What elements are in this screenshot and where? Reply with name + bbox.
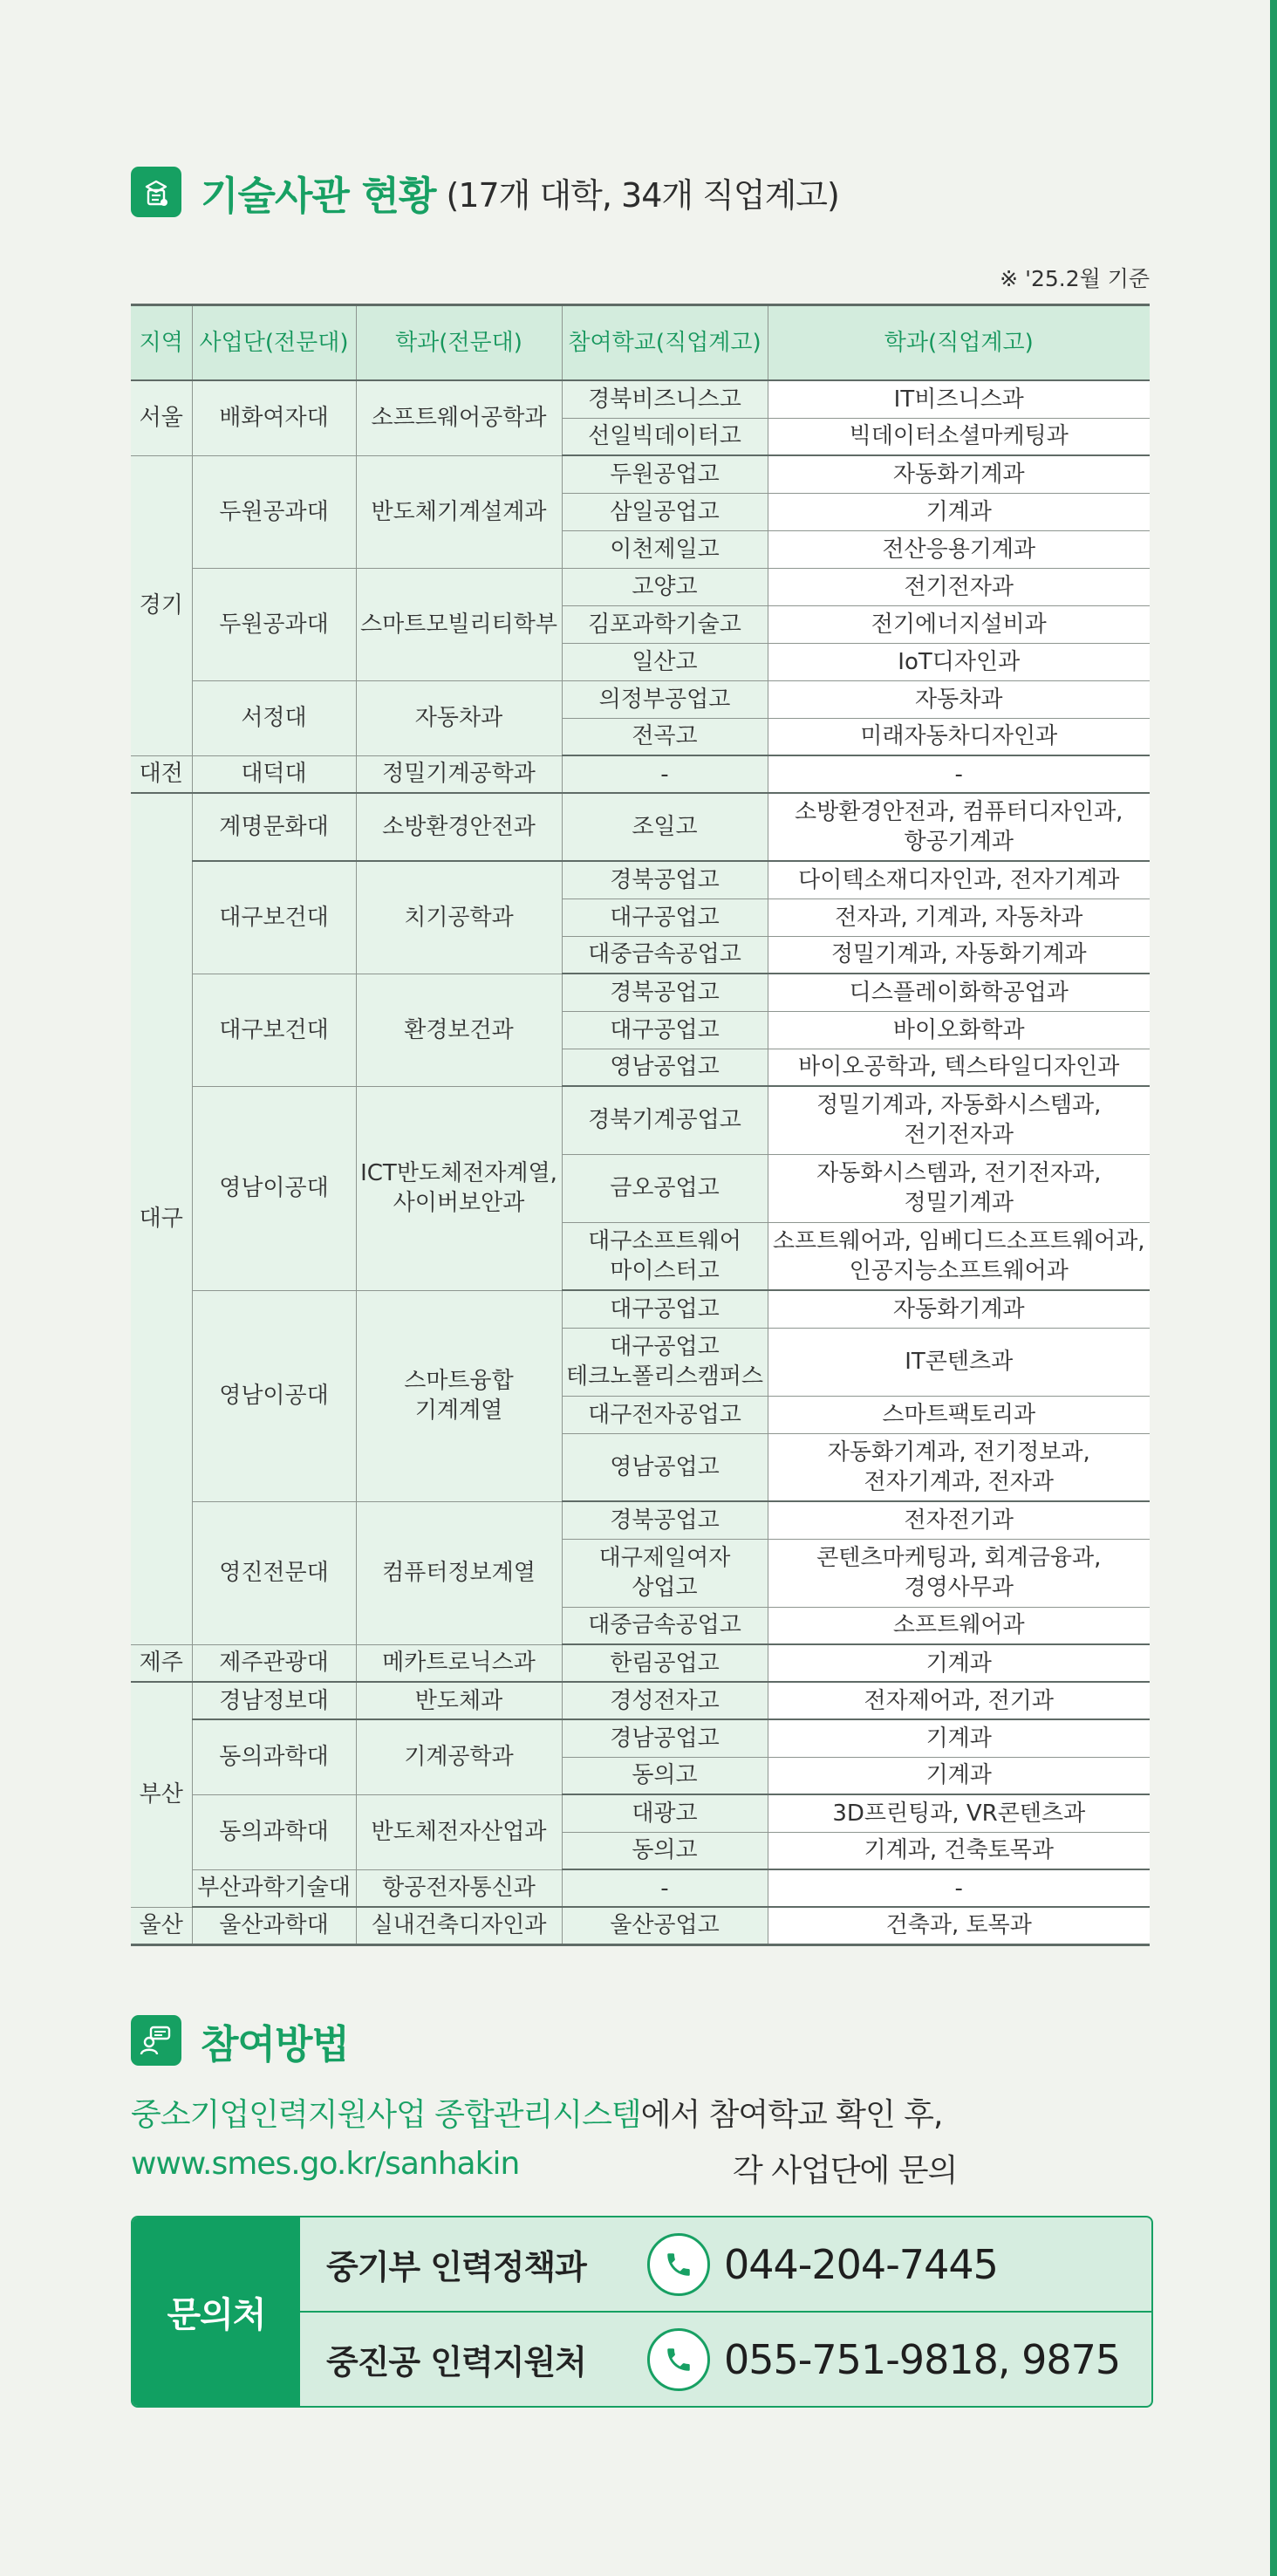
school-cell: 동의고 bbox=[562, 1757, 768, 1794]
table-row bbox=[131, 1719, 1150, 1757]
college-cell: 경남정보대 bbox=[192, 1682, 356, 1719]
dept-cell: 스마트융합 기계계열 bbox=[356, 1290, 562, 1501]
school-dept-cell: 디스플레이화학공업과 bbox=[768, 974, 1150, 1011]
table-row bbox=[131, 1907, 1150, 1944]
phone-icon bbox=[647, 2233, 710, 2296]
dept-cell: 메카트로닉스과 bbox=[356, 1644, 562, 1682]
college-cell: 계명문화대 bbox=[192, 793, 356, 861]
college-cell: 두원공과대 bbox=[192, 455, 356, 568]
as-of-note: ※ '25.2월 기준 bbox=[1000, 266, 1150, 291]
dept-cell: 실내건축디자인과 bbox=[356, 1907, 562, 1944]
region-cell: 부산 bbox=[131, 1682, 192, 1907]
school-dept-cell: 정밀기계과, 자동화기계과 bbox=[768, 936, 1150, 974]
school-dept-cell: 기계과 bbox=[768, 1757, 1150, 1794]
school-dept-cell: IoT디자인과 bbox=[768, 643, 1150, 680]
school-cell: 대중금속공업고 bbox=[562, 1607, 768, 1644]
college-cell: 부산과학기술대 bbox=[192, 1869, 356, 1907]
school-cell: 금오공업고 bbox=[562, 1154, 768, 1222]
school-cell: 울산공업고 bbox=[562, 1907, 768, 1944]
contact-dept-name: 중진공 인력지원처 bbox=[326, 2343, 586, 2381]
school-cell: 경남공업고 bbox=[562, 1719, 768, 1757]
school-dept-cell: 소프트웨어과 bbox=[768, 1607, 1150, 1644]
school-cell: 대구제일여자 상업고 bbox=[562, 1539, 768, 1607]
system-name: 중소기업인력지원사업 종합관리시스템 bbox=[131, 2097, 641, 2133]
header-school: 참여학교(직업계고) bbox=[562, 305, 768, 381]
school-dept-cell: 바이오공학과, 텍스타일디자인과 bbox=[768, 1049, 1150, 1086]
school-cell: 이천제일고 bbox=[562, 530, 768, 568]
region-cell: 대전 bbox=[131, 755, 192, 793]
school-cell: - bbox=[562, 1869, 768, 1907]
school-cell: 한림공업고 bbox=[562, 1644, 768, 1682]
table-row bbox=[131, 755, 1150, 793]
how-text-rest2: 각 사업단에 문의 bbox=[733, 2153, 958, 2189]
table-row bbox=[131, 680, 1150, 718]
chat-person-icon bbox=[131, 2015, 181, 2066]
school-dept-cell: 기계과 bbox=[768, 493, 1150, 530]
school-cell: 대구공업고 bbox=[562, 1290, 768, 1328]
contact-box bbox=[131, 2216, 1153, 2408]
dept-cell: 기계공학과 bbox=[356, 1719, 562, 1794]
school-cell: 김포과학기술고 bbox=[562, 605, 768, 643]
region-cell: 제주 bbox=[131, 1644, 192, 1682]
section-title: 기술사관 현황 bbox=[201, 172, 436, 219]
college-cell: 동의과학대 bbox=[192, 1794, 356, 1869]
school-dept-cell: - bbox=[768, 1869, 1150, 1907]
school-dept-cell: 전자과, 기계과, 자동차과 bbox=[768, 899, 1150, 936]
website-link[interactable]: www.smes.go.kr/sanhakin bbox=[131, 2146, 520, 2182]
school-dept-cell: 전산응용기계과 bbox=[768, 530, 1150, 568]
school-dept-cell: 전자전기과 bbox=[768, 1501, 1150, 1539]
school-dept-cell: 자동화시스템과, 전기전자과, 정밀기계과 bbox=[768, 1154, 1150, 1222]
section-title: 참여방법 bbox=[201, 2020, 349, 2067]
school-dept-cell: 기계과 bbox=[768, 1644, 1150, 1682]
dept-cell: 치기공학과 bbox=[356, 861, 562, 974]
school-dept-cell: 소프트웨어과, 임베디드소프트웨어과, 인공지능소프트웨어과 bbox=[768, 1222, 1150, 1290]
school-dept-cell: 콘텐츠마케팅과, 회계금융과, 경영사무과 bbox=[768, 1539, 1150, 1607]
dept-cell: ICT반도체전자계열, 사이버보안과 bbox=[356, 1086, 562, 1290]
dept-cell: 반도체기계설계과 bbox=[356, 455, 562, 568]
school-cell: 두원공업고 bbox=[562, 455, 768, 493]
dept-cell: 반도체전자산업과 bbox=[356, 1794, 562, 1869]
certificate-icon bbox=[131, 167, 181, 217]
table-row bbox=[131, 455, 1150, 493]
header-dept: 학과(전문대) bbox=[356, 305, 562, 381]
school-cell: 대구공업고 테크노폴리스캠퍼스 bbox=[562, 1328, 768, 1396]
contact-row bbox=[300, 2217, 1151, 2311]
page-edge-bar bbox=[1270, 0, 1277, 2576]
school-dept-cell: 자동화기계과 bbox=[768, 1290, 1150, 1328]
school-dept-cell: 3D프린팅과, VR콘텐츠과 bbox=[768, 1794, 1150, 1832]
college-cell: 대구보건대 bbox=[192, 974, 356, 1086]
school-dept-cell: 바이오화학과 bbox=[768, 1011, 1150, 1049]
how-text-line1 bbox=[131, 2090, 942, 2135]
table-row bbox=[131, 568, 1150, 605]
region-cell: 경기 bbox=[131, 455, 192, 755]
section-heading-tech bbox=[131, 164, 839, 220]
college-cell: 대덕대 bbox=[192, 755, 356, 793]
how-text-line2 bbox=[131, 2146, 968, 2189]
header-region: 지역 bbox=[131, 305, 192, 381]
school-cell: 전곡고 bbox=[562, 718, 768, 755]
section-heading-how bbox=[131, 2013, 349, 2067]
college-cell: 두원공과대 bbox=[192, 568, 356, 680]
school-dept-cell: 기계과, 건축토목과 bbox=[768, 1832, 1150, 1869]
tech-school-table bbox=[131, 304, 1150, 1946]
school-dept-cell: 자동화기계과 bbox=[768, 455, 1150, 493]
school-cell: 경북기계공업고 bbox=[562, 1086, 768, 1154]
dept-cell: 항공전자통신과 bbox=[356, 1869, 562, 1907]
school-dept-cell: 미래자동차디자인과 bbox=[768, 718, 1150, 755]
school-cell: 영남공업고 bbox=[562, 1433, 768, 1501]
how-text-rest: 에서 참여학교 확인 후, bbox=[640, 2097, 943, 2133]
school-dept-cell: 정밀기계과, 자동화시스템과, 전기전자과 bbox=[768, 1086, 1150, 1154]
school-cell: 삼일공업고 bbox=[562, 493, 768, 530]
region-cell: 서울 bbox=[131, 380, 192, 455]
school-dept-cell: IT콘텐츠과 bbox=[768, 1328, 1150, 1396]
school-cell: 경북공업고 bbox=[562, 1501, 768, 1539]
dept-cell: 환경보건과 bbox=[356, 974, 562, 1086]
contact-label: 문의처 bbox=[133, 2217, 300, 2406]
school-cell: 대구전자공업고 bbox=[562, 1396, 768, 1433]
contact-dept-name: 중기부 인력정책과 bbox=[326, 2248, 586, 2286]
school-cell: 영남공업고 bbox=[562, 1049, 768, 1086]
college-cell: 영남이공대 bbox=[192, 1290, 356, 1501]
table-row bbox=[131, 1644, 1150, 1682]
school-dept-cell: 빅데이터소셜마케팅과 bbox=[768, 418, 1150, 455]
school-cell: 선일빅데이터고 bbox=[562, 418, 768, 455]
table-row bbox=[131, 1682, 1150, 1719]
school-cell: 경북공업고 bbox=[562, 861, 768, 899]
college-cell: 울산과학대 bbox=[192, 1907, 356, 1944]
school-dept-cell: 스마트팩토리과 bbox=[768, 1396, 1150, 1433]
school-cell: 대구공업고 bbox=[562, 1011, 768, 1049]
college-cell: 동의과학대 bbox=[192, 1719, 356, 1794]
table-row bbox=[131, 380, 1150, 418]
school-dept-cell: IT비즈니스과 bbox=[768, 380, 1150, 418]
dept-cell: 소프트웨어공학과 bbox=[356, 380, 562, 455]
contact-row bbox=[300, 2311, 1151, 2406]
school-cell: - bbox=[562, 755, 768, 793]
college-cell: 제주관광대 bbox=[192, 1644, 356, 1682]
school-dept-cell: 다이텍소재디자인과, 전자기계과 bbox=[768, 861, 1150, 899]
table-row bbox=[131, 1290, 1150, 1328]
dept-cell: 스마트모빌리티학부 bbox=[356, 568, 562, 680]
region-cell: 대구 bbox=[131, 793, 192, 1644]
school-dept-cell: 자동화기계과, 전기정보과, 전자기계과, 전자과 bbox=[768, 1433, 1150, 1501]
table-row bbox=[131, 1869, 1150, 1907]
table-header-row bbox=[131, 305, 1150, 381]
header-college: 사업단(전문대) bbox=[192, 305, 356, 381]
college-cell: 영진전문대 bbox=[192, 1501, 356, 1644]
section-subtitle: (17개 대학, 34개 직업계고) bbox=[446, 175, 839, 215]
school-cell: 대구공업고 bbox=[562, 899, 768, 936]
table-row bbox=[131, 861, 1150, 899]
school-dept-cell: 전자제어과, 전기과 bbox=[768, 1682, 1150, 1719]
school-cell: 조일고 bbox=[562, 793, 768, 861]
school-dept-cell: 소방환경안전과, 컴퓨터디자인과, 항공기계과 bbox=[768, 793, 1150, 861]
college-cell: 영남이공대 bbox=[192, 1086, 356, 1290]
phone-number[interactable]: 055-751-9818, 9875 bbox=[724, 2335, 1121, 2383]
college-cell: 서정대 bbox=[192, 680, 356, 755]
dept-cell: 반도체과 bbox=[356, 1682, 562, 1719]
dept-cell: 정밀기계공학과 bbox=[356, 755, 562, 793]
school-dept-cell: 전기전자과 bbox=[768, 568, 1150, 605]
phone-icon bbox=[647, 2328, 710, 2391]
table-row bbox=[131, 974, 1150, 1011]
table-row bbox=[131, 1501, 1150, 1539]
college-cell: 배화여자대 bbox=[192, 380, 356, 455]
school-cell: 대구소프트웨어 마이스터고 bbox=[562, 1222, 768, 1290]
school-cell: 대중금속공업고 bbox=[562, 936, 768, 974]
school-dept-cell: - bbox=[768, 755, 1150, 793]
school-cell: 동의고 bbox=[562, 1832, 768, 1869]
school-cell: 의정부공업고 bbox=[562, 680, 768, 718]
table-row bbox=[131, 1794, 1150, 1832]
school-dept-cell: 건축과, 토목과 bbox=[768, 1907, 1150, 1944]
region-cell: 울산 bbox=[131, 1907, 192, 1944]
school-dept-cell: 전기에너지설비과 bbox=[768, 605, 1150, 643]
table-row bbox=[131, 793, 1150, 861]
header-school-dept: 학과(직업계고) bbox=[768, 305, 1150, 381]
school-cell: 고양고 bbox=[562, 568, 768, 605]
dept-cell: 소방환경안전과 bbox=[356, 793, 562, 861]
school-cell: 일산고 bbox=[562, 643, 768, 680]
phone-number[interactable]: 044-204-7445 bbox=[724, 2240, 998, 2288]
school-cell: 경북비즈니스고 bbox=[562, 380, 768, 418]
college-cell: 대구보건대 bbox=[192, 861, 356, 974]
dept-cell: 컴퓨터정보계열 bbox=[356, 1501, 562, 1644]
school-dept-cell: 기계과 bbox=[768, 1719, 1150, 1757]
school-cell: 대광고 bbox=[562, 1794, 768, 1832]
school-dept-cell: 자동차과 bbox=[768, 680, 1150, 718]
school-cell: 경북공업고 bbox=[562, 974, 768, 1011]
school-cell: 경성전자고 bbox=[562, 1682, 768, 1719]
dept-cell: 자동차과 bbox=[356, 680, 562, 755]
table-row bbox=[131, 1086, 1150, 1154]
